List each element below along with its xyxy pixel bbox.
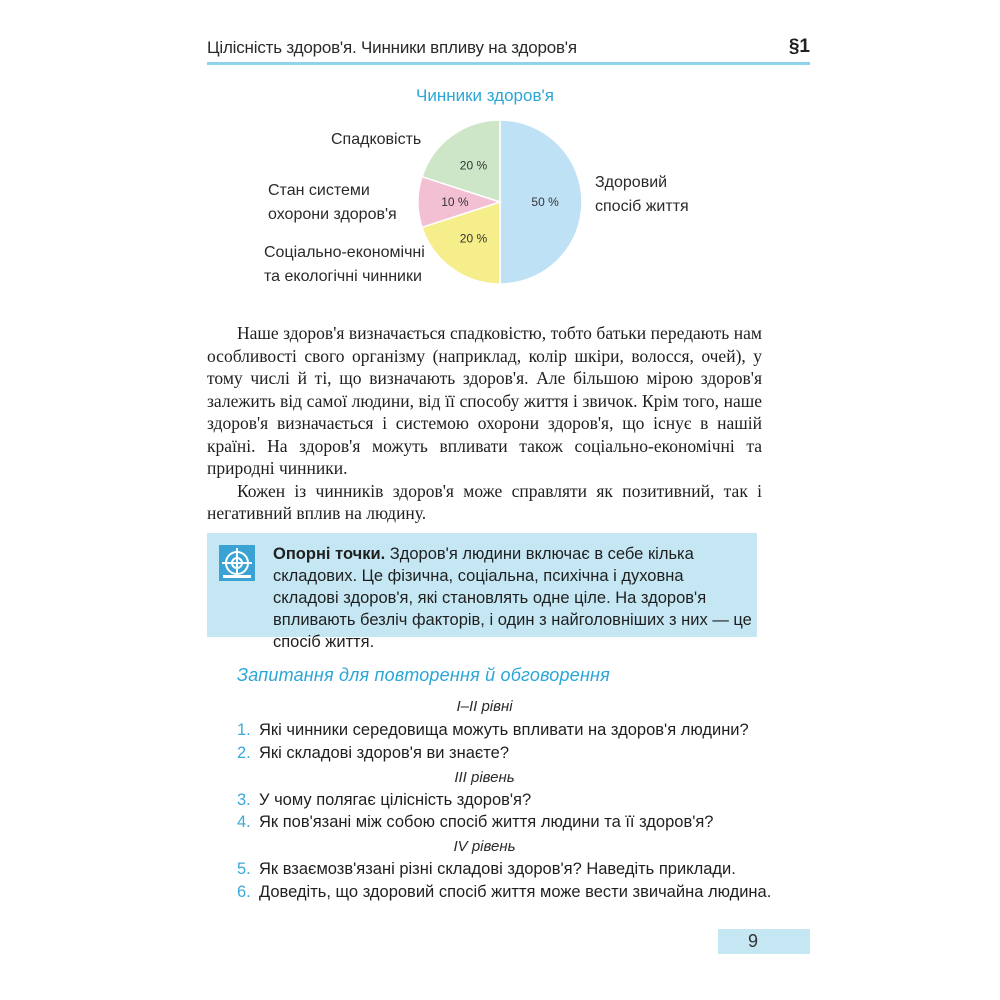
pie-slice-label-3: 20 % <box>459 158 488 173</box>
question-text: Які складові здоров'я ви знаєте? <box>259 744 510 762</box>
paragraph-2: Кожен із чинників здоров'я може справляти як позитивний, так і негативний вплив на людину. <box>207 480 762 523</box>
label-heredity <box>331 128 421 152</box>
key-points-box <box>207 533 757 651</box>
label-socio-line2: та екологічні чинники <box>264 268 422 285</box>
question-item <box>237 883 771 902</box>
health-factors-chart <box>240 80 760 300</box>
question-text: У чому полягає цілісність здоров'я? <box>259 791 532 809</box>
level-label-1-2: I–II рівні <box>456 698 513 715</box>
label-health-system-line2: охорони здоров'я <box>268 206 397 223</box>
label-lifestyle-line2: спосіб життя <box>595 198 689 215</box>
pie-slice-label-0: 50 % <box>531 195 559 209</box>
question-number: 3. <box>237 791 251 809</box>
key-points-text <box>273 543 753 653</box>
label-lifestyle-line1: Здоровий <box>595 174 668 191</box>
label-health-system <box>268 179 397 227</box>
question-number: 2. <box>237 744 251 762</box>
label-health-system-line1: Стан системи <box>268 182 370 199</box>
question-text: Які чинники середовища можуть впливати на здоров'я людини? <box>259 721 749 739</box>
label-socio-line1: Соціально-економічні <box>264 244 425 261</box>
pie-slice-label-1: 20 % <box>459 231 488 246</box>
question-text: Як пов'язані між собою спосіб життя людини та її здоров'я? <box>259 813 714 831</box>
label-heredity-text: Спадковість <box>331 131 422 148</box>
chart-title: Чинники здоров'я <box>416 86 554 105</box>
question-item <box>237 791 531 810</box>
question-number: 1. <box>237 721 251 739</box>
header-rule <box>207 62 810 65</box>
running-header <box>207 34 810 62</box>
questions-heading: Запитання для повторення й обговорення <box>237 665 610 685</box>
key-points-body: Здоров'я людини включає в себе кілька складових. Це фізична, соціальна, психічна і духовна складові здоров'я, які становлять одне ціле. На здоров'я впливають безліч факторів, і один з найголовніших з них — це спосіб життя. <box>273 545 752 651</box>
question-item <box>237 813 713 832</box>
label-socio-economic <box>264 241 425 289</box>
label-lifestyle <box>595 171 689 219</box>
section-number: §1 <box>788 36 810 57</box>
body-text <box>207 322 762 525</box>
paragraph-1: Наше здоров'я визначається спадковістю, тобто батьки передають нам особливості свого організму (наприклад, колір шкіри, волосся, очей), у тому числі й ті, що визначають здоров'я. Але більшою мірою здоров'я залежить від самої людини, від її способу життя і звичок. Крім того, наше здоров'я визначається і системою охорони здоров'я, що існує в нашій країні. На здоров'я можуть впливати також соціально-економічні та природні чинники. <box>207 323 762 478</box>
question-text: Доведіть, що здоровий спосіб життя може вести звичайна людина. <box>259 883 772 901</box>
question-text: Як взаємозв'язані різні складові здоров'я? Наведіть приклади. <box>259 860 736 878</box>
question-item <box>237 744 509 763</box>
question-item <box>237 860 736 879</box>
question-item <box>237 721 749 740</box>
question-number: 6. <box>237 883 251 901</box>
page-number: 9 <box>747 931 758 951</box>
pie-slice-label-2: 10 % <box>441 195 469 209</box>
target-icon <box>219 545 255 581</box>
page-number-tab <box>718 929 810 954</box>
level-label-4: IV рівень <box>453 838 516 855</box>
question-number: 5. <box>237 860 251 878</box>
question-number: 4. <box>237 813 251 831</box>
key-points-title: Опорні точки. <box>273 545 386 563</box>
level-label-3: III рівень <box>454 769 515 786</box>
header-title: Цілісність здоров'я. Чинники впливу на здоров'я <box>207 38 577 57</box>
